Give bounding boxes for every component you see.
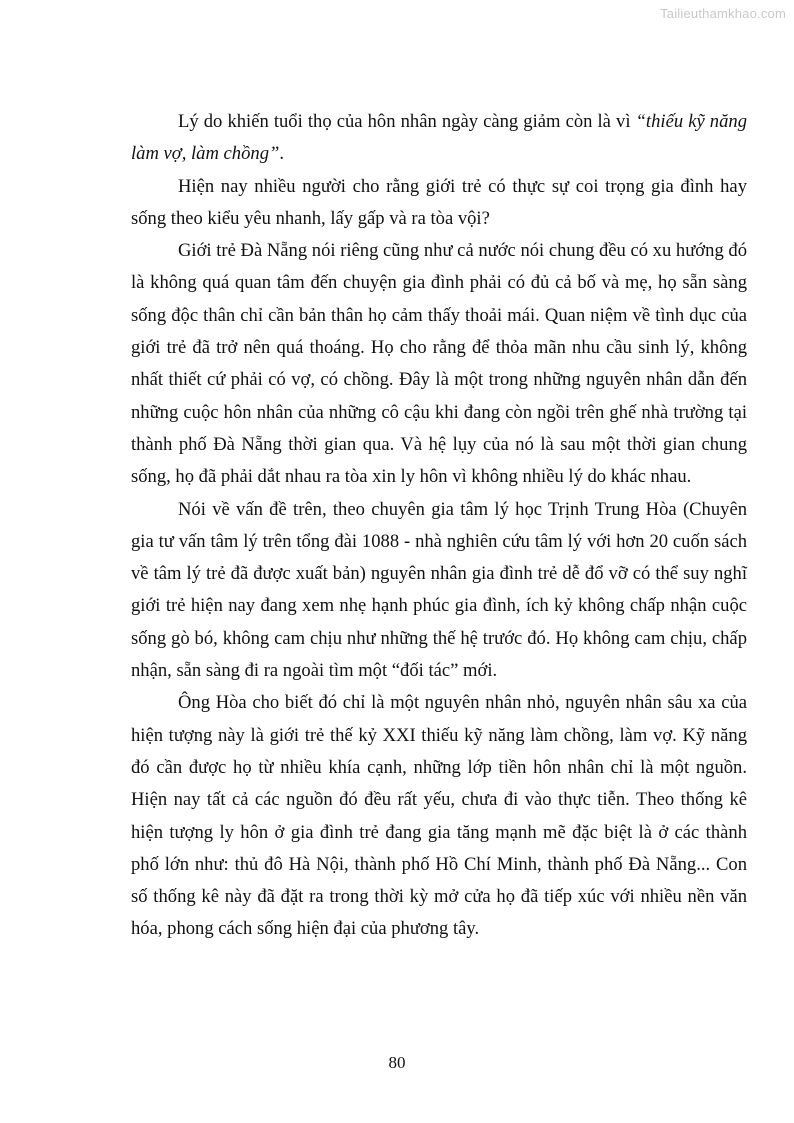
italic-quote: “thiếu kỹ năng làm vợ, làm chồng”	[131, 111, 747, 165]
paragraph-3: Giới trẻ Đà Nẵng nói riêng cũng như cả nước nói chung đều có xu hướng đó là không quá quan tâm đến chuyện gia đình phải có đủ cả bố và mẹ, họ sẵn sàng sống độc thân chỉ cần bản thân họ cảm thấy thoải mái. Quan niệm về tình dục của giới trẻ đã trở nên quá thoáng. Họ cho rằng để thỏa mãn nhu cầu sinh lý, không nhất thiết cứ phải có vợ, có chồng. Đây là một trong những nguyên nhân dẫn đến những cuộc hôn nhân của những cô cậu khi đang còn ngồi trên ghế nhà trường tại thành phố Đà Nẵng thời gian qua. Và hệ lụy của nó là sau một thời gian chung sống, họ đã phải dắt nhau ra tòa xin ly hôn vì không nhiều lý do khác nhau.	[131, 240, 747, 488]
paragraph-2: Hiện nay nhiều người cho rằng giới trẻ có thực sự coi trọng gia đình hay sống theo kiểu yêu nhanh, lấy gấp và ra tòa vội?	[131, 175, 747, 229]
paragraph-1	[131, 106, 747, 171]
paragraph-5: Ông Hòa cho biết đó chỉ là một nguyên nhân nhỏ, nguyên nhân sâu xa của hiện tượng này là giới trẻ thế kỷ XXI thiếu kỹ năng làm chồng, làm vợ. Kỹ năng đó cần được họ từ nhiều khía cạnh, những lớp tiền hôn nhân chỉ là một nguồn. Hiện nay tất cả các nguồn đó đều rất yếu, chưa đi vào thực tiễn. Theo thống kê hiện tượng ly hôn ở gia đình trẻ đang gia tăng mạnh mẽ đặc biệt là ở các thành phố lớn như: thủ đô Hà Nội, thành phố Hồ Chí Minh, thành phố Đà Nẵng... Con số thống kê này đã đặt ra trong thời kỳ mở cửa họ đã tiếp xúc với nhiều nền văn hóa, phong cách sống hiện đại của phương tây.	[131, 692, 747, 940]
paragraph-1-end: .	[279, 143, 284, 165]
paragraph-4: Nói về vấn đề trên, theo chuyên gia tâm lý học Trịnh Trung Hòa (Chuyên gia tư vấn tâm lý trên tổng đài 1088 - nhà nghiên cứu tâm lý với hơn 20 cuốn sách về tâm lý trẻ đã được xuất bản) nguyên nhân gia đình trẻ dễ đổ vỡ có thể suy nghĩ giới trẻ hiện nay đang xem nhẹ hạnh phúc gia đình, ích kỷ không chấp nhận cuộc sống gò bó, không cam chịu như những thế hệ trước đó. Họ không cam chịu, chấp nhận, sẵn sàng đi ra ngoài tìm một “đối tác” mới.	[131, 498, 747, 682]
paragraph-1-text: Lý do khiến tuổi thọ của hôn nhân ngày càng giảm còn là vì	[178, 111, 636, 132]
document-body	[131, 106, 747, 946]
page-number: 80	[388, 1053, 406, 1072]
watermark: Tailieuthamkhao.com	[660, 6, 786, 21]
